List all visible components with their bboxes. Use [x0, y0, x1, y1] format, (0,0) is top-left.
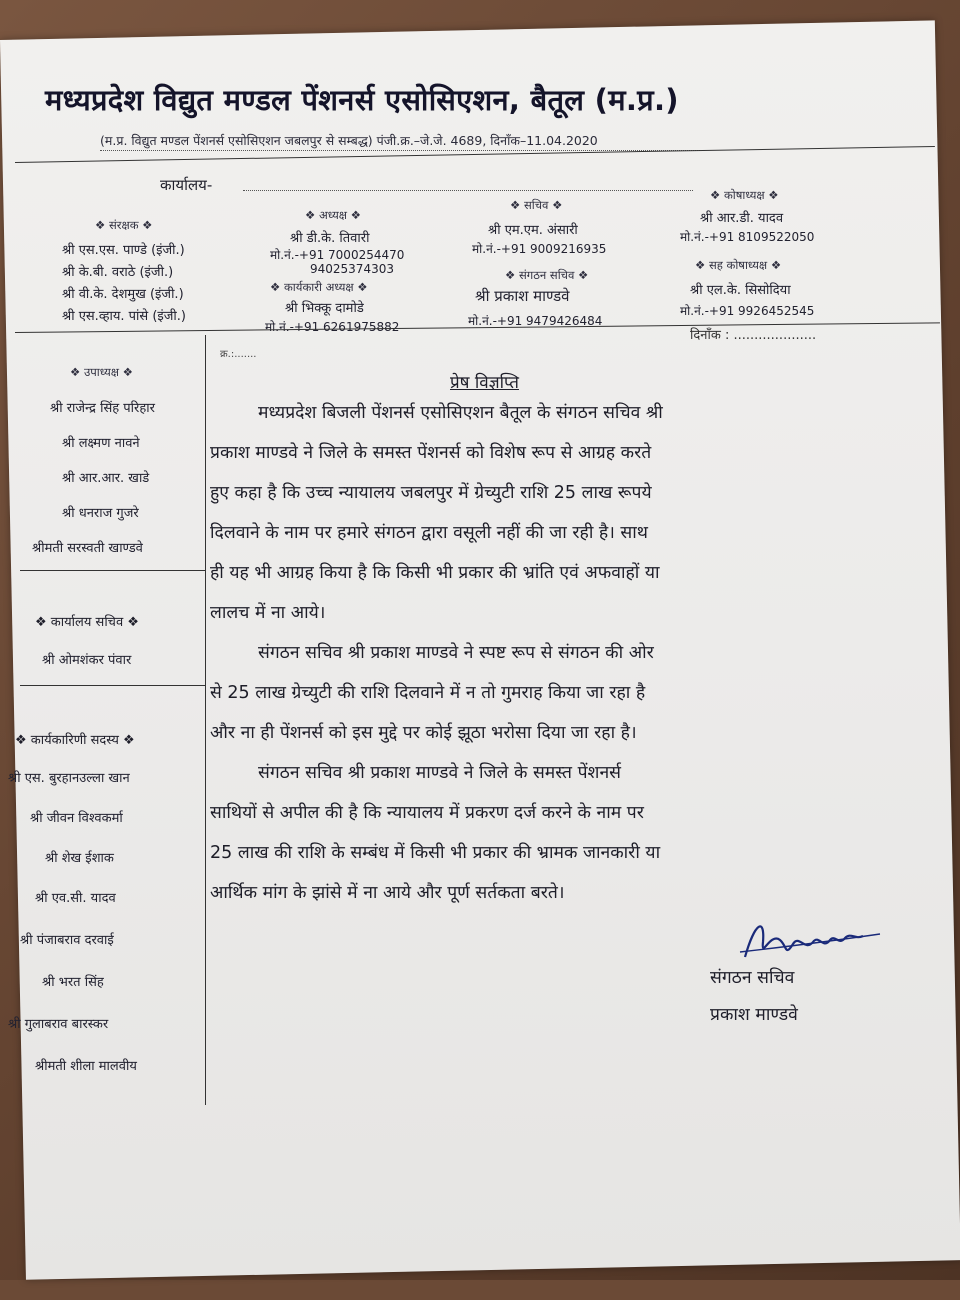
sidebar-name: श्रीमती शीला मालवीय — [35, 1059, 137, 1074]
office-secretary-role: ❖ कार्यालय सचिव ❖ — [35, 615, 139, 630]
patrons-role: ❖ संरक्षक ❖ — [95, 218, 153, 232]
sidebar-name: श्री धनराज गुजरे — [62, 506, 139, 521]
president-phone-2: 94025374303 — [310, 262, 394, 276]
org-secretary-phone: मो.नं.-+91 9479426484 — [468, 314, 603, 328]
sidebar-name: श्रीमती सरस्वती खाण्डवे — [32, 541, 143, 556]
sidebar-name: श्री लक्ष्मण नावने — [62, 436, 140, 451]
working-president-role: ❖ कार्यकारी अध्यक्ष ❖ — [270, 280, 368, 294]
co-treasurer-name: श्री एल.के. सिसोदिया — [690, 283, 791, 298]
president-name: श्री डी.के. तिवारी — [290, 231, 370, 247]
treasurer-name: श्री आर.डी. यादव — [700, 211, 784, 226]
co-treasurer-phone: मो.नं.-+91 9926452545 — [680, 304, 815, 318]
letter-heading: प्रेष विज्ञप्ति — [450, 373, 519, 393]
letter-line: संगठन सचिव श्री प्रकाश माण्डवे ने जिले के समस्त पेंशनर्स — [258, 763, 621, 783]
secretary-phone: मो.नं.-+91 9009216935 — [472, 242, 607, 256]
letter-line: प्रकाश माण्डवे ने जिले के समस्त पेंशनर्स को विशेष रूप से आग्रह करते — [210, 443, 652, 463]
org-subtitle: (म.प्र. विद्युत मण्डल पेंशनर्स एसोसिएशन जबलपुर से सम्बद्ध) पंजी.क्र.–जे.जे. 4689, दिनाँक–11.04.2020 — [100, 133, 598, 148]
secretary-role: ❖ सचिव ❖ — [510, 198, 563, 212]
signature-name: प्रकाश माण्डवे — [710, 1005, 798, 1025]
letter-line: ही यह भी आग्रह किया है कि किसी भी प्रकार की भ्रांति एवं अफवाहों या — [210, 563, 660, 583]
president-role: ❖ अध्यक्ष ❖ — [305, 208, 361, 222]
patron-name: श्री के.बी. वराठे (इंजी.) — [62, 265, 174, 280]
sidebar-rule — [20, 570, 205, 571]
letter-line: संगठन सचिव श्री प्रकाश माण्डवे ने स्पष्ट रूप से संगठन की ओर — [258, 643, 654, 663]
letter-line: और ना ही पेंशनर्स को इस मुद्दे पर कोई झूठा भरोसा दिया जा रहा है। — [209, 723, 637, 743]
office-label: कार्यालय- — [160, 176, 213, 194]
patron-name: श्री वी.के. देशमुख (इंजी.) — [62, 287, 184, 302]
letter-line: लालच में ना आये। — [210, 603, 326, 623]
office-dots — [243, 190, 693, 191]
sidebar-name: श्री गुलाबराव बारस्कर — [7, 1017, 109, 1032]
working-president-phone: मो.नं.-+91 6261975882 — [265, 320, 400, 334]
sidebar-name: श्री राजेन्द्र सिंह परिहार — [50, 401, 155, 416]
org-secretary-role: ❖ संगठन सचिव ❖ — [505, 268, 589, 282]
date-label: दिनाँक : .................... — [690, 328, 817, 343]
patron-name: श्री एस.व्हाय. पांसे (इंजी.) — [62, 309, 186, 324]
org-secretary-name: श्री प्रकाश माण्डवे — [475, 287, 570, 305]
signature-title: संगठन सचिव — [710, 968, 795, 988]
sidebar-name: श्री जीवन विश्वकर्मा — [30, 811, 123, 826]
letter-line: मध्यप्रदेश बिजली पेंशनर्स एसोसिएशन बैतूल के संगठन सचिव श्री — [258, 403, 663, 423]
working-president-name: श्री भिक्कू दामोडे — [285, 301, 364, 316]
co-treasurer-role: ❖ सह कोषाध्यक्ष ❖ — [695, 258, 782, 272]
vp-role: ❖ उपाध्यक्ष ❖ — [70, 365, 133, 379]
sidebar-name: श्री ओमशंकर पंवार — [42, 653, 132, 668]
sidebar-name: श्री आर.आर. खाडे — [62, 471, 150, 486]
exec-role: ❖ कार्यकारिणी सदस्य ❖ — [15, 733, 135, 748]
sidebar-name: श्री शेख ईशाक — [45, 851, 114, 866]
sidebar-name: श्री पंजाबराव दरवाई — [20, 933, 114, 948]
treasurer-phone: मो.नं.-+91 8109522050 — [680, 230, 815, 244]
sidebar-rule — [20, 685, 205, 686]
patron-name: श्री एस.एस. पाण्डे (इंजी.) — [62, 243, 185, 258]
reference-label: क्र.:....... — [220, 349, 257, 360]
treasurer-role: ❖ कोषाध्यक्ष ❖ — [710, 188, 779, 202]
sidebar-name: श्री भरत सिंह — [42, 975, 104, 990]
letter-line: दिलवाने के नाम पर हमारे संगठन द्वारा वसूली नहीं की जा रही है। साथ — [210, 523, 648, 543]
letter-line: आर्थिक मांग के झांसे में ना आये और पूर्ण सर्तकता बरते। — [210, 883, 565, 903]
document-sheet — [0, 20, 960, 1279]
letter-line: हुए कहा है कि उच्च न्यायालय जबलपुर में ग्रेच्युटी राशि 25 लाख रूपये — [210, 483, 652, 503]
sidebar-name: श्री एस. बुरहानउल्ला खान — [7, 771, 130, 786]
sidebar-name: श्री एव.सी. यादव — [35, 891, 116, 906]
org-title: मध्यप्रदेश विद्युत मण्डल पेंशनर्स एसोसिएशन, बैतूल (म.प्र.) — [45, 83, 679, 117]
letter-line: साथियों से अपील की है कि न्यायालय में प्रकरण दर्ज करने के नाम पर — [210, 803, 644, 823]
president-phone: मो.नं.-+91 7000254470 — [270, 248, 405, 262]
sidebar-divider — [205, 335, 206, 1105]
signature-scrawl — [735, 912, 885, 972]
letter-line: से 25 लाख ग्रेच्युटी की राशि दिलवाने में न तो गुमराह किया जा रहा है — [210, 683, 646, 703]
letter-line: 25 लाख की राशि के सम्बंध में किसी भी प्रकार की भ्रामक जानकारी या — [210, 843, 661, 863]
secretary-name: श्री एम.एम. अंसारी — [488, 223, 578, 238]
